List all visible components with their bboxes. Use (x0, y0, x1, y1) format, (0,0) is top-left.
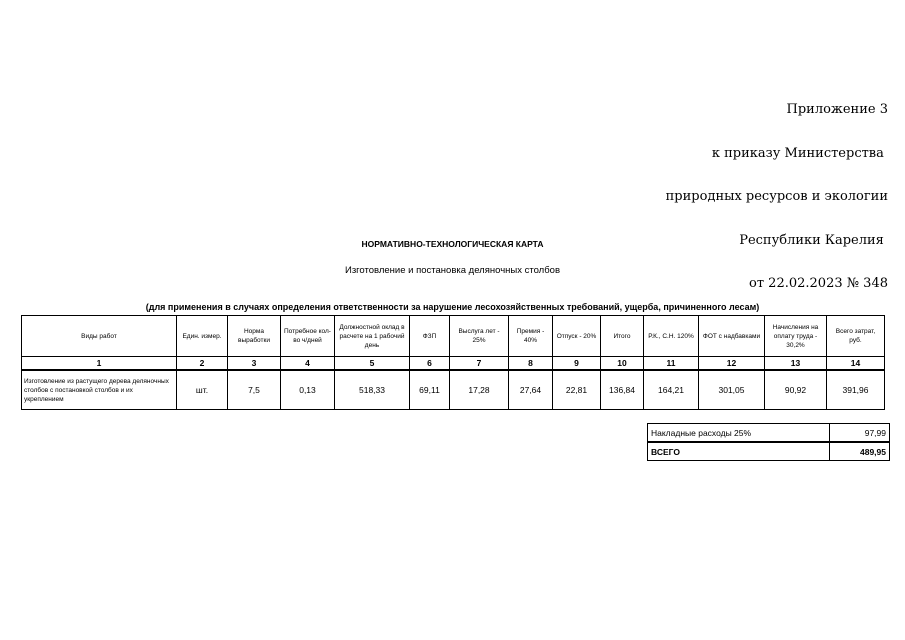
column-number: 3 (228, 357, 281, 371)
header-cell: Р.К., С.Н. 120% (644, 316, 699, 357)
header-cell: Премия - 40% (509, 316, 553, 357)
column-number: 2 (177, 357, 228, 371)
header-cell: Отпуск - 20% (553, 316, 601, 357)
column-number: 12 (699, 357, 765, 371)
totals-table (647, 423, 890, 461)
grand-total-row (648, 442, 890, 461)
header-cell: Виды работ (22, 316, 177, 357)
table-cell: 391,96 (827, 370, 885, 410)
column-number: 1 (22, 357, 177, 371)
appendix-line: Приложение 3 (786, 102, 888, 117)
appendix-line: от 22.02.2023 № 348 (749, 276, 888, 291)
header-cell: ФЗП (410, 316, 450, 357)
table-cell: 164,21 (644, 370, 699, 410)
work-type-cell: Изготовление из растущего дерева деляночных столбов с постановкой столбов и их укреплением (22, 370, 177, 410)
document-subtitle: Изготовление и постановка деляночных столбов (344, 265, 560, 276)
column-number: 11 (644, 357, 699, 371)
table-cell: 7,5 (228, 370, 281, 410)
table-cell: 90,92 (765, 370, 827, 410)
column-number: 13 (765, 357, 827, 371)
column-number: 10 (601, 357, 644, 371)
column-number-row (22, 357, 885, 371)
table-cell: 27,64 (509, 370, 553, 410)
table-cell: шт. (177, 370, 228, 410)
column-number: 6 (410, 357, 450, 371)
overhead-label: Накладные расходы 25% (648, 424, 830, 443)
appendix-line: природных ресурсов и экологии (665, 189, 888, 204)
document-note: (для применения в случаях определения ответственности за нарушение лесохозяйственных требований, ущерба, причиненного лесам) (145, 302, 760, 312)
overhead-row (648, 424, 890, 443)
header-cell: Должностной оклад в расчете на 1 рабочий день (335, 316, 410, 357)
grand-total-value: 489,95 (830, 442, 890, 461)
table-cell: 22,81 (553, 370, 601, 410)
header-cell: Един. измер. (177, 316, 228, 357)
header-cell: ФОТ с надбавками (699, 316, 765, 357)
column-number: 8 (509, 357, 553, 371)
table-cell: 518,33 (335, 370, 410, 410)
appendix-line: Республики Карелия (739, 232, 888, 248)
table-cell: 136,84 (601, 370, 644, 410)
table-cell: 0,13 (281, 370, 335, 410)
appendix-line: к приказу Министерства (711, 145, 888, 161)
column-number: 5 (335, 357, 410, 371)
header-cell: Норма выработки (228, 316, 281, 357)
header-cell: Потребное кол-во ч/дней (281, 316, 335, 357)
column-number: 7 (450, 357, 509, 371)
document-title: НОРМАТИВНО-ТЕХНОЛОГИЧЕСКАЯ КАРТА (361, 239, 544, 249)
header-row (22, 316, 885, 357)
grand-total-label: ВСЕГО (648, 442, 830, 461)
header-cell: Итого (601, 316, 644, 357)
header-cell: Выслуга лет - 25% (450, 316, 509, 357)
cost-table (21, 315, 885, 410)
table-cell: 301,05 (699, 370, 765, 410)
overhead-value: 97,99 (830, 424, 890, 443)
table-row (22, 370, 885, 410)
header-cell: Начисления на оплату труда - 30,2% (765, 316, 827, 357)
column-number: 4 (281, 357, 335, 371)
table-cell: 69,11 (410, 370, 450, 410)
table-cell: 17,28 (450, 370, 509, 410)
column-number: 14 (827, 357, 885, 371)
column-number: 9 (553, 357, 601, 371)
header-cell: Всего затрат, руб. (827, 316, 885, 357)
